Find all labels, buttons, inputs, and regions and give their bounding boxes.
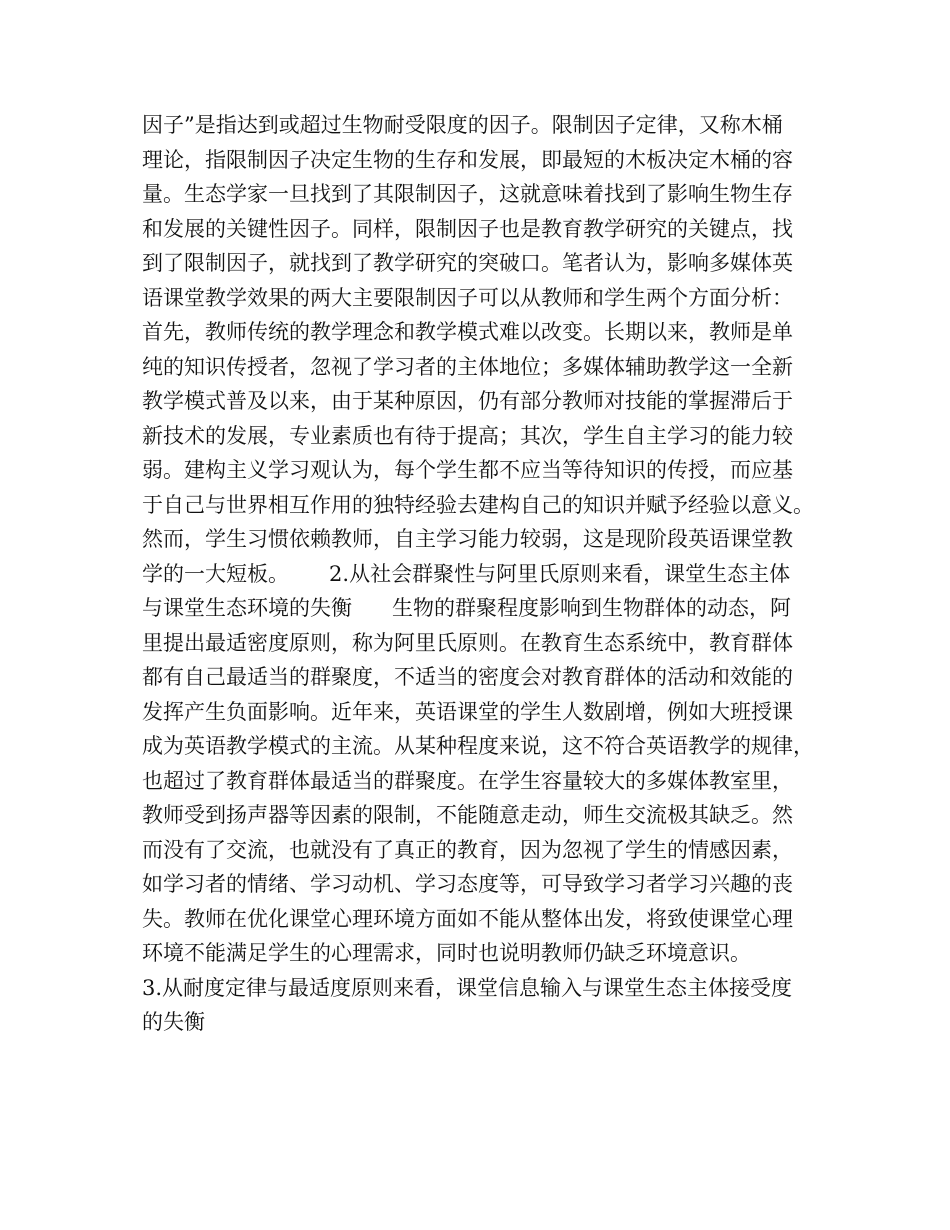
text-line: 于自己与世界相互作用的独特经验去建构自己的知识并赋予经验以意义。: [142, 492, 814, 517]
text-line: 如学习者的情绪、学习动机、学习态度等，可导致学习者学习兴趣的丧: [142, 872, 793, 896]
text-line: 3.从耐度定律与最适度原则来看，课堂信息输入与课堂生态主体接受度: [142, 975, 793, 1000]
text-line: 的失衡: [142, 1010, 205, 1034]
text-line: 理论，指限制因子决定生物的生存和发展，即最短的木板决定木桶的容: [142, 147, 793, 172]
text-line: 弱。建构主义学习观认为，每个学生都不应当等待知识的传授，而应基: [142, 458, 793, 482]
text-line: 教师受到扬声器等因素的限制，不能随意走动，师生交流极其缺乏。然: [142, 803, 793, 827]
text-line: 和发展的关键性因子。同样，限制因子也是教育教学研究的关键点，找: [142, 216, 793, 241]
text-line: 也超过了教育群体最适当的群聚度。在学生容量较大的多媒体教室里，: [142, 768, 793, 793]
text-line: 里提出最适密度原则，称为阿里氏原则。在教育生态系统中，教育群体: [142, 630, 793, 655]
body-text: [142, 108, 832, 1040]
text-line: 教学模式普及以来，由于某种原因，仍有部分教师对技能的掌握滞后于: [142, 389, 793, 413]
text-line: 因子”是指达到或超过生物耐受限度的因子。限制因子定律，又称木桶: [142, 113, 783, 137]
text-line: 新技术的发展，专业素质也有待于提高；其次，学生自主学习的能力较: [142, 423, 793, 448]
text-line: 与课堂生态环境的失衡 生物的群聚程度影响到生物群体的动态，阿: [142, 596, 792, 620]
text-line: 失。教师在优化课堂心理环境方面如不能从整体出发，将致使课堂心理: [142, 906, 793, 931]
text-line: 环境不能满足学生的心理需求，同时也说明教师仍缺乏环境意识。: [142, 941, 751, 965]
text-line: 纯的知识传授者，忽视了学习者的主体地位；多媒体辅助教学这一全新: [142, 354, 793, 379]
text-line: 到了限制因子，就找到了教学研究的突破口。笔者认为，影响多媒体英: [142, 251, 793, 275]
text-line: 学的一大短板。 2.从社会群聚性与阿里氏原则来看，课堂生态主体: [142, 561, 791, 586]
text-line: 然而，学生习惯依赖教师，自主学习能力较弱，这是现阶段英语课堂教: [142, 527, 793, 551]
text-line: 而没有了交流，也就没有了真正的教育，因为忽视了学生的情感因素，: [142, 837, 793, 862]
text-line: 都有自己最适当的群聚度，不适当的密度会对教育群体的活动和效能的: [142, 665, 793, 689]
text-line: 发挥产生负面影响。近年来，英语课堂的学生人数剧增，例如大班授课: [142, 699, 793, 724]
text-line: 成为英语教学模式的主流。从某种程度来说，这不符合英语教学的规律，: [142, 734, 814, 758]
text-line: 语课堂教学效果的两大主要限制因子可以从教师和学生两个方面分析：: [142, 285, 793, 310]
text-line: 量。生态学家一旦找到了其限制因子，这就意味着找到了影响生物生存: [142, 182, 793, 206]
text-line: 首先，教师传统的教学理念和教学模式难以改变。长期以来，教师是单: [142, 320, 793, 344]
